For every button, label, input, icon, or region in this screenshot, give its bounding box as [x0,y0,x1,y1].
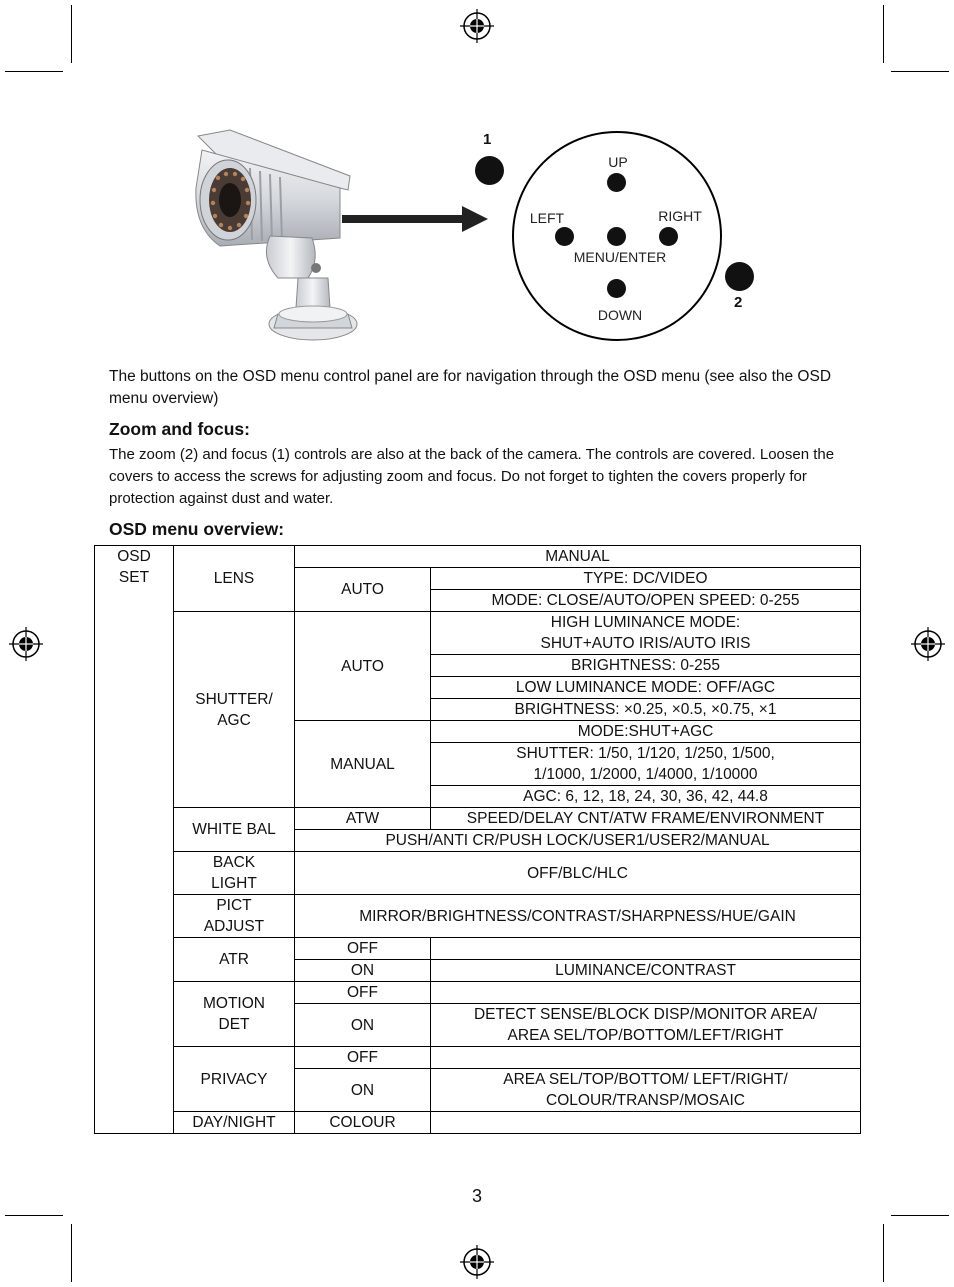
crop-mark [891,71,949,72]
privacy-cell: PRIVACY [174,1047,295,1112]
atr-on-cell: ON [295,960,431,982]
atr-on-options-cell: LUMINANCE/CONTRAST [431,960,861,982]
atr-off-cell: OFF [295,938,431,960]
registration-mark-icon [911,627,945,661]
registration-mark-icon [460,1245,494,1279]
callout-1: 1 [483,131,492,148]
lens-type-cell: TYPE: DC/VIDEO [431,568,861,590]
intro-paragraph: The buttons on the OSD menu control panel are for navigation through the OSD menu (see also the OSD menu overview) [109,368,832,407]
menu-enter-button[interactable] [607,227,626,246]
mode-shut-cell: MODE:SHUT+AGC [431,721,861,743]
left-label: LEFT [529,210,565,226]
brightness-range-cell: BRIGHTNESS: 0-255 [431,655,861,677]
high-luminance-cell: HIGH LUMINANCE MODE: SHUT+AUTO IRIS/AUTO IRIS [431,612,861,655]
day-night-cell: DAY/NIGHT [174,1112,295,1134]
osd-set-cell: OSD SET [95,546,174,1134]
crop-mark [883,5,884,63]
day-night-options-cell [431,1112,861,1134]
brightness-multiplier-cell: BRIGHTNESS: ×0.25, ×0.5, ×0.75, ×1 [431,699,861,721]
motion-det-cell: MOTION DET [174,982,295,1047]
registration-mark-icon [9,627,43,661]
shutter-speeds-cell: SHUTTER: 1/50, 1/120, 1/250, 1/500, 1/1000, 1/2000, 1/4000, 1/10000 [431,743,861,786]
agc-values-cell: AGC: 6, 12, 18, 24, 30, 36, 42, 44.8 [431,786,861,808]
back-light-cell: BACK LIGHT [174,852,295,895]
motion-off-options-cell [431,982,861,1004]
white-bal-options-cell: PUSH/ANTI CR/PUSH LOCK/USER1/USER2/MANUAL [295,830,861,852]
lens-cell: LENS [174,546,295,612]
back-light-options-cell: OFF/BLC/HLC [295,852,861,895]
zoom-control[interactable] [725,262,754,291]
down-button[interactable] [607,279,626,298]
registration-mark-icon [460,9,494,43]
left-button[interactable] [555,227,574,246]
motion-on-options-cell: DETECT SENSE/BLOCK DISP/MONITOR AREA/ AREA SEL/TOP/BOTTOM/LEFT/RIGHT [431,1004,861,1047]
pict-adjust-options-cell: MIRROR/BRIGHTNESS/CONTRAST/SHARPNESS/HUE/GAIN [295,895,861,938]
zoom-paragraph: The zoom (2) and focus (1) controls are also at the back of the camera. The controls are covered. Loosen the covers to access the screws for adjusting zoom and focus. Do not forget to tighten the covers properly for protection against dust and water. [109,446,835,507]
lens-mode-cell: MODE: CLOSE/AUTO/OPEN SPEED: 0-255 [431,590,861,612]
zoom-heading: Zoom and focus: [109,419,250,439]
menu-enter-label: MENU/ENTER [573,249,667,265]
atr-cell: ATR [174,938,295,982]
down-label: DOWN [597,307,643,323]
right-button[interactable] [659,227,678,246]
page-number: 3 [471,1186,482,1206]
crop-mark [891,1215,949,1216]
shutter-auto-cell: AUTO [295,612,431,721]
up-button[interactable] [607,173,626,192]
lens-auto-cell: AUTO [295,568,431,612]
white-bal-cell: WHITE BAL [174,808,295,852]
atw-cell: ATW [295,808,431,830]
crop-mark [5,1215,63,1216]
atr-off-options-cell [431,938,861,960]
atw-options-cell: SPEED/DELAY CNT/ATW FRAME/ENVIRONMENT [431,808,861,830]
pict-adjust-cell: PICT ADJUST [174,895,295,938]
day-night-colour-cell: COLOUR [295,1112,431,1134]
crop-mark [5,71,63,72]
crop-mark [71,5,72,63]
callout-2: 2 [734,294,743,311]
motion-on-cell: ON [295,1004,431,1047]
osd-menu-table [94,545,861,1134]
low-luminance-cell: LOW LUMINANCE MODE: OFF/AGC [431,677,861,699]
up-label: UP [608,154,628,170]
privacy-off-cell: OFF [295,1047,431,1069]
privacy-off-options-cell [431,1047,861,1069]
privacy-on-options-cell: AREA SEL/TOP/BOTTOM/ LEFT/RIGHT/ COLOUR/TRANSP/MOSAIC [431,1069,861,1112]
focus-control[interactable] [475,156,504,185]
lens-manual-cell: MANUAL [295,546,861,568]
right-label: RIGHT [658,208,702,224]
motion-off-cell: OFF [295,982,431,1004]
camera-illustration [190,128,365,348]
shutter-manual-cell: MANUAL [295,721,431,808]
osd-heading: OSD menu overview: [109,519,285,539]
arrow-right-icon [342,204,490,234]
shutter-agc-cell: SHUTTER/ AGC [174,612,295,808]
crop-mark [71,1224,72,1282]
crop-mark [883,1224,884,1282]
privacy-on-cell: ON [295,1069,431,1112]
